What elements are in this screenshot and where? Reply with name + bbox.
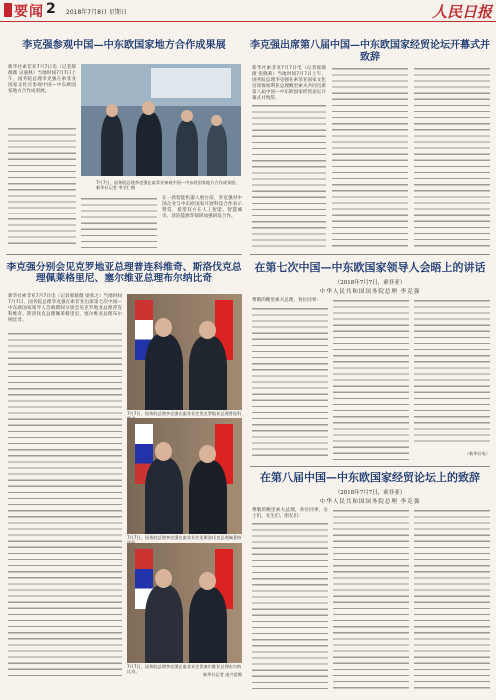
divider <box>6 254 242 255</box>
article4-author: 中华人民共和国国务院总理 李克强 <box>319 289 421 295</box>
article2-lead: 新华社索非亚7月7日电（记者郝薇薇 张晓莉）当地时间7月7日上午，国务院总理李克强在索菲亚国家文化宫同保加利亚总理鲍里索夫共同出席第八届中国—中东欧国家经贸论坛开幕式并致辞。 <box>252 66 326 102</box>
article1-photo <box>81 64 241 176</box>
article2-body-col3 <box>414 66 490 249</box>
article2-body-col2 <box>332 66 408 249</box>
article4-body-col3 <box>414 298 490 446</box>
page-number: 2 <box>46 1 56 17</box>
article3-body <box>8 331 122 681</box>
article3-photo-credit: 新华社记者 庞兴雷摄 <box>202 672 242 677</box>
divider <box>250 254 490 255</box>
article3-photo-serbia <box>127 543 242 663</box>
article5-subtitle: （2018年7月7日，索非亚） <box>334 490 406 496</box>
article5-headline: 在第八届中国—中东欧国家经贸论坛上的致辞 <box>260 471 480 484</box>
article1-body-col1b <box>8 216 76 248</box>
article3-photo-slovakia <box>127 418 242 534</box>
article5-author: 中华人民共和国国务院总理 李克强 <box>319 499 421 505</box>
article3-caption-2: 7月7日，国务院总理李克强在索非亚会见斯洛伐克总理佩莱格 <box>127 535 242 540</box>
article1-body-col2 <box>81 196 157 248</box>
masthead <box>0 0 496 22</box>
section-marker <box>4 3 12 17</box>
article1-photo-caption: 7月7日，国务院总理李克强在索菲亚参观中国—中东欧国家地方合作成果展。 新华社记者 李学仁摄 <box>96 180 240 191</box>
article3-headline: 李克强分别会见克罗地亚总理普连科维奇、斯洛伐克总理佩莱格里尼、塞尔维亚总理布尔纳比奇 <box>6 262 242 285</box>
article3-lead: 新华社索非亚7月7日电（记者郝薇薇 梁希之）当地时间7月7日，国务院总理李克强在索非亚出席第七次中国—中东欧国家领导人会晤期间分别会见克罗地亚总理普连科维奇、斯洛伐克总理佩莱格里尼、塞尔维亚总理布尔纳比奇。 <box>8 294 122 324</box>
article5-body-col3 <box>414 508 490 691</box>
article5-body-col1 <box>252 521 328 691</box>
article4-greeting: 尊敬的鲍里索夫总理，各位同事： <box>252 298 321 303</box>
article1-lead: 新华社索非亚7月7日电（记者郝薇薇 吴嘉林）当地时间7月7日上午，国务院总理李克强在索菲亚国家文化宫参观中国—中东欧国家地方合作成果展。 <box>8 65 76 95</box>
article2-body-col1 <box>252 103 326 249</box>
article3-caption-3: 7月7日，国务院总理李克强在索非亚会见塞尔维亚总理布尔纳比奇。 <box>127 664 242 675</box>
article4-headline: 在第七次中国—中东欧国家领导人会晤上的讲话 <box>254 261 486 274</box>
article3-photo-croatia <box>127 294 242 410</box>
article2-headline: 李克强出席第八届中国—中东欧国家经贸论坛开幕式并致辞 <box>250 40 490 63</box>
date-line: 2018年7月8日 星期日 <box>66 9 127 16</box>
paper-logo: 人民日报 <box>432 3 493 21</box>
article4-body-col2 <box>333 298 409 460</box>
article3-caption-1: 7月7日，国务院总理李克强在索非亚会见克罗地亚总理普连科 <box>127 411 242 416</box>
divider <box>250 466 490 467</box>
article5-body-col2 <box>333 508 409 691</box>
article5-greeting: 尊敬的鲍里索夫总理，各位同事，女士们，先生们，朋友们： <box>252 508 328 520</box>
article4-body-col1 <box>252 306 328 460</box>
article1-headline: 李克强参观中国—中东欧国家地方合作成果展 <box>22 39 226 51</box>
article1-body-col1 <box>8 126 76 214</box>
article1-para2: 在一款智能机器人展台前，李克强对中国企业与中东欧国家开展科技合作表示赞赏，希望双方在人工智能、智慧城市、清洁能源等领域加强研发合作。 <box>162 196 242 220</box>
article4-subtitle: （2018年7月7日，索非亚） <box>334 280 406 286</box>
section-name: 要闻 <box>14 4 44 20</box>
article4-end-note: （新华社电） <box>464 451 490 456</box>
